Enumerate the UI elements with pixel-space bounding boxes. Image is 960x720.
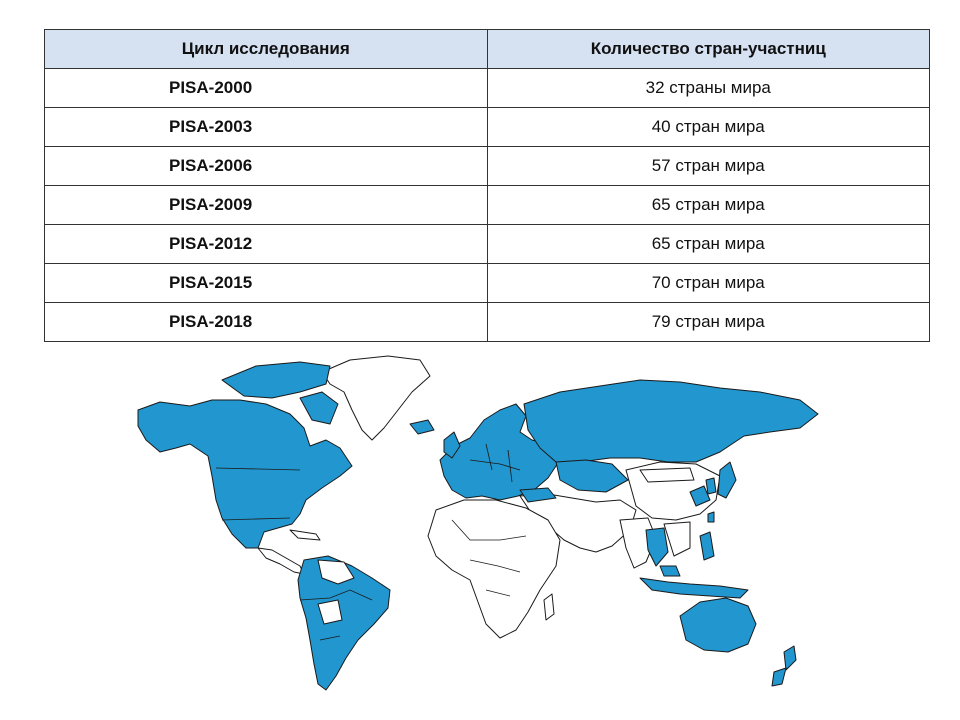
cycle-cell: PISA-2009 [45,186,488,225]
table-row [45,108,930,147]
kazakhstan [556,460,628,492]
count-cell: 79 стран мира [487,303,930,342]
new-zealand-south [772,668,786,686]
mongolia [640,468,694,482]
madagascar [544,594,554,620]
table-header-row [45,30,930,69]
count-cell: 32 страны мира [487,69,930,108]
africa [428,500,560,638]
count-cell: 65 стран мира [487,186,930,225]
world-map [0,340,960,720]
central-america [258,548,304,574]
cycle-cell: PISA-2000 [45,69,488,108]
table-row [45,69,930,108]
cycle-cell: PISA-2018 [45,303,488,342]
pisa-cycles-table [44,29,930,342]
table-row [45,303,930,342]
world-map-svg [0,340,960,720]
cycle-cell: PISA-2012 [45,225,488,264]
count-cell: 40 стран мира [487,108,930,147]
table-row [45,225,930,264]
table-row [45,186,930,225]
baffin-island [300,392,338,424]
table-row [45,264,930,303]
count-cell: 65 стран мира [487,225,930,264]
thailand [646,528,668,566]
count-cell: 57 стран мира [487,147,930,186]
header-country-count: Количество стран-участниц [487,30,930,69]
malaysia [660,566,680,576]
header-cycle: Цикл исследования [45,30,488,69]
new-zealand [784,646,796,670]
cuba [290,530,320,540]
australia [680,598,756,652]
cycle-cell: PISA-2006 [45,147,488,186]
indonesia [640,578,748,598]
cycle-cell: PISA-2015 [45,264,488,303]
count-cell: 70 стран мира [487,264,930,303]
korea [706,478,716,494]
canada-islands [222,362,330,398]
japan [718,462,736,498]
table-row [45,147,930,186]
cycle-cell: PISA-2003 [45,108,488,147]
iceland [410,420,434,434]
taiwan [708,512,714,522]
philippines [700,532,714,560]
russia [524,380,818,462]
